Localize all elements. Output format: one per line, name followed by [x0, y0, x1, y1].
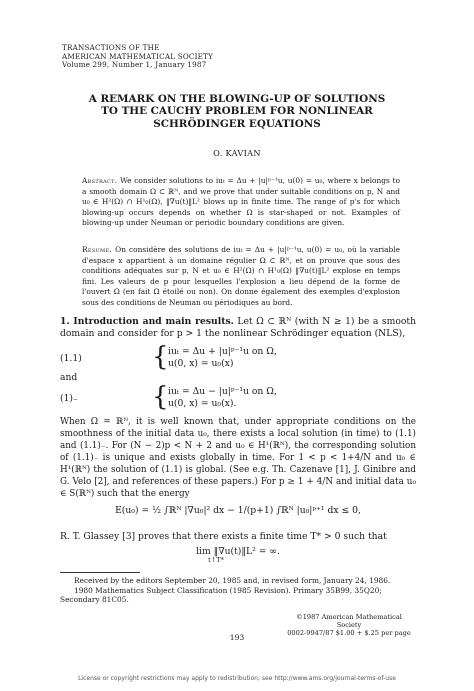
footnote: [60, 576, 416, 605]
equation-label: (1)₋: [60, 393, 78, 404]
abstract-label: Abstract.: [82, 176, 118, 185]
resume: [82, 245, 400, 309]
energy-equation: E(u₀) = ½ ∫ℝᴺ |∇u₀|² dx − 1/(p+1) ∫ℝᴺ |u₀|ᵖ⁺¹ dx ≤ 0,: [115, 505, 361, 516]
limit-subscript: t↑T*: [208, 556, 224, 564]
page-number: 193: [229, 633, 245, 642]
equation-system: [160, 346, 277, 370]
equation-line: u(0, x) = u₀(x).: [168, 398, 237, 409]
footnote-msc: 1980 Mathematics Subject Classification (1985 Revision). Primary 35B99, 35Q20; Secondary 81C05.: [60, 585, 382, 605]
limit-equation: lim ‖∇u(t)‖L² = ∞.: [196, 546, 280, 557]
resume-label: Résumé.: [82, 245, 113, 254]
journal-line-3: Volume 299, Number 1, January 1987: [62, 60, 207, 70]
equation-label: (1.1): [60, 353, 82, 364]
journal-line-2: AMERICAN MATHEMATICAL SOCIETY: [62, 51, 214, 61]
equation-system: [160, 386, 277, 410]
author: O. KAVIAN: [213, 148, 261, 158]
copyright-line-2: 0002-9947/87 $1.00 + $.25 per page: [287, 629, 411, 637]
equation-1-1-minus: [60, 384, 416, 414]
title-line-3: SCHRÖDINGER EQUATIONS: [153, 117, 321, 130]
license-footer: License or copyright restrictions may apply to redistribution; see http://www.ams.org/journal-terms-of-use: [78, 675, 396, 682]
abstract-text: We consider solutions to iuₜ = Δu + |u|ᵖ⁻¹u, u(0) = u₀, where x belongs to a smooth domain Ω ⊂ ℝᴺ, and we prove that under suitable conditions on p, N and u₀ ∈ H²(Ω) ∩ H¹₀(Ω), ‖∇u(t)‖L² blows up in finite time. The range of p's for which blowing-up occurs depends on whether Ω is star-shaped or not. Examples of blowing-up under Neuman or periodic boundary conditions are given.: [82, 176, 400, 228]
footnote-rule: [60, 572, 140, 573]
equation-line: iuₜ = Δu − |u|ᵖ⁻¹u on Ω,: [168, 386, 277, 397]
section-heading: 1. Introduction and main results.: [60, 316, 234, 327]
equation-line: iuₜ = Δu + |u|ᵖ⁻¹u on Ω,: [168, 346, 277, 357]
journal-line-1: TRANSACTIONS OF THE: [62, 43, 160, 52]
abstract: [82, 176, 400, 229]
journal-header: [62, 44, 213, 70]
equation-line: u(0, x) = u₀(x): [168, 358, 234, 369]
brace-glyph: {: [152, 382, 169, 412]
resume-text: On considère des solutions de iuₜ = Δu + |u|ᵖ⁻¹u, u(0) = u₀, où la variable d'espace x appartient à un domaine régulier Ω ⊂ ℝᴺ, et on prouve que sous des conditions adéquates sur p, N et u₀ ∈ H²(Ω) ∩ H¹₀(Ω) ‖∇u(t)‖L² explose en temps fini. Les valeurs de p pour lesquelles l'explosion a lieu dépend de la forme de l'ouvert Ω (en fait Ω étoilé ou non). On donne également des exemples d'explosion sous des conditions de Neuman ou périodiques au bord.: [82, 245, 400, 307]
equation-1-1: [60, 342, 416, 375]
section-intro: [60, 316, 416, 341]
paper-title: [60, 93, 414, 130]
copyright-line-1: ©1987 American Mathematical Society: [296, 613, 402, 629]
title-line-1: A REMARK ON THE BLOWING-UP OF SOLUTIONS: [88, 93, 386, 105]
brace-glyph: {: [152, 342, 169, 372]
footnote-received: Received by the editors September 20, 1985 and, in revised form, January 24, 1986.: [74, 576, 391, 585]
and-word: and: [60, 372, 78, 383]
section-intro-text: Let Ω ⊂ ℝᴺ (with N ≥ 1) be a smooth domain and consider for p > 1 the nonlinear Schrödinger equation (NLS),: [60, 316, 416, 340]
title-line-2: TO THE CAUCHY PROBLEM FOR NONLINEAR: [101, 105, 373, 118]
paragraph-3: R. T. Glassey [3] proves that there exists a finite time T* > 0 such that: [60, 531, 387, 542]
paragraph-2: When Ω = ℝᴺ, it is well known that, under appropriate conditions on the smoothness of the initial data u₀, there exists a local solution (in time) to (1.1) and (1.1)₋. For (N − 2)p < N + 2 and u₀ ∈ H¹(ℝᴺ), the corresponding solution of (1.1)₋ is unique and exists globally in time. For 1 < p < 1+4/N and u₀ ∈ H¹(ℝᴺ) the solution of (1.1) is global. (See e.g. Th. Cazenave [1], J. Ginibre and G. Velo [2], and references of these papers.) For p ≥ 1 + 4/N and initial data u₀ ∈ S(ℝᴺ) such that the energy: [60, 417, 416, 499]
